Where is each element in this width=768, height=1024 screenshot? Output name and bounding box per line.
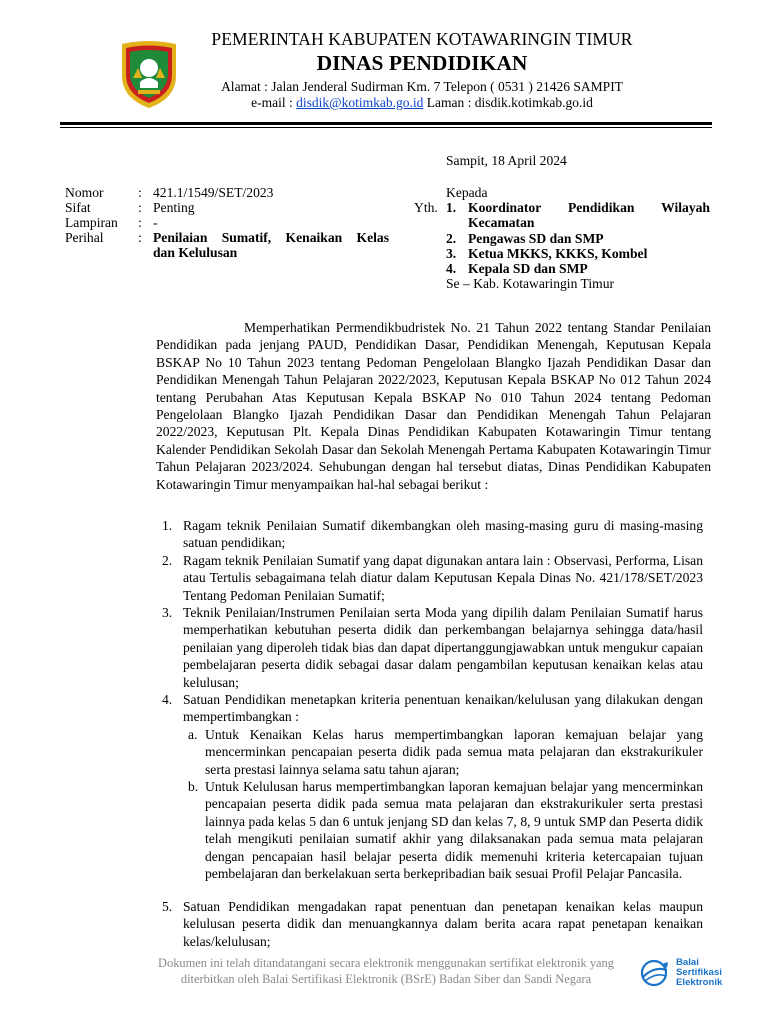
coat-of-arms-icon	[118, 38, 180, 110]
item-1-num: 1.	[162, 518, 173, 533]
intro-text: Memperhatikan Permendikbudristek No. 21 Tahun 2022 tentang Standar Penilaian Pendidikan pada jenjang PAUD, Pendidikan Dasar, Pendidikan Menengah, Keputusan Kepala BSKAP No 10 Tahun 2023 tentang Pedoman Pengelolaan Blangko Ijazah Pendidikan Dasar dan Pendidikan Menengah Tahun Pelajaran 2022/2023, Keputusan Kepala BSKAP No 012 Tahun 2024 tentang Perubahan Atas Keputusan Kepala BSKAP No 010 Tahun 2024 tentang Pedoman Pengelolaan Blangko Ijazah Pendidikan Dasar dan Pendidikan Menengah Tahun Pelajaran 2022/2023, Keputusan Plt. Kepala Dinas Pendidikan Kabupaten Kotawaringin Timur tentang Kalender Pendidikan Sekolah Dasar dan Sekolah Menengah Pertama Kabupaten Kotawaringin Timur Tahun Pelajaran 2023/2024. Sehubungan dengan hal tersebut diatas, Dinas Pendidikan Kabupaten Kotawaringin Timur menyampaikan hal-hal sebagai berikut :	[156, 320, 711, 492]
perihal-label: Perihal	[65, 230, 104, 245]
bsre-name-line-1: Balai	[676, 957, 699, 968]
addressee-3: Ketua MKKS, KKKS, Kombel	[468, 246, 648, 261]
addressee-se: Se – Kab. Kotawaringin Timur	[446, 276, 615, 291]
item-1-text: Ragam teknik Penilaian Sumatif dikembangkan oleh masing-masing guru di masing-masing satuan pendidikan;	[183, 518, 703, 551]
government-name: PEMERINTAH KABUPATEN KOTAWARINGIN TIMUR	[211, 29, 633, 49]
bsre-name-line-2: Sertifikasi	[676, 967, 722, 979]
addressee-1-line-1: Koordinator Pendidikan Wilayah	[468, 200, 710, 215]
lampiran-colon: :	[138, 215, 142, 230]
office-address: Alamat : Jalan Jenderal Sudirman Km. 7 Telepon ( 0531 ) 21426 SAMPIT	[221, 79, 623, 94]
header-divider-thick	[60, 122, 712, 125]
sifat-value: Penting	[153, 200, 195, 215]
item-5-text: Satuan Pendidikan mengadakan rapat penentuan dan penetapan kenaikan kelas maupun kelulusan peserta didik dan menuangkannya dalam berita acara rapat penetapan kenaikan kelas/kelulusan;	[183, 899, 703, 949]
subitem-b-num: b.	[188, 779, 199, 794]
item-2-num: 2.	[162, 553, 173, 568]
kepada-label: Kepada	[446, 185, 488, 200]
perihal-line-1: Penilaian Sumatif, Kenaikan Kelas	[153, 230, 389, 245]
website-label: Laman : disdik.kotimkab.go.id	[423, 95, 593, 110]
item-2-text: Ragam teknik Penilaian Sumatif yang dapat digunakan antara lain : Observasi, Performa, Lisan atau Tertulis sebagaimana telah diatur dalam Keputusan Kepala Dinas No. 421/178/SET/2023 Tentang Pedoman Penilaian Sumatif;	[183, 553, 703, 603]
e-signature-notice-line-1: Dokumen ini telah ditandatangani secara elektronik menggunakan sertifikat elektronik yang	[158, 956, 614, 970]
sifat-label: Sifat	[65, 200, 91, 215]
perihal-colon: :	[138, 230, 142, 245]
email-label: e-mail :	[251, 95, 297, 110]
bsre-globe-icon	[634, 958, 674, 988]
item-3-num: 3.	[162, 605, 173, 620]
item-4-text: Satuan Pendidikan menetapkan kriteria penentuan kenaikan/kelulusan yang dilakukan dengan mempertimbangkan :	[183, 692, 703, 725]
addressee-num-1: 1.	[446, 200, 457, 215]
subitem-a-text: Untuk Kenaikan Kelas harus mempertimbangkan laporan kemajuan belajar yang mencerminkan pencapaian peserta didik pada semua mata pelajaran dan ekstrakurikuler serta prestasi lainnya selama satu tahun ajaran;	[205, 727, 703, 777]
nomor-value: 421.1/1549/SET/2023	[153, 185, 274, 200]
addressee-1-line-2: Kecamatan	[468, 215, 535, 230]
sifat-colon: :	[138, 200, 142, 215]
place-date: Sampit, 18 April 2024	[446, 153, 567, 168]
nomor-colon: :	[138, 185, 142, 200]
addressee-2: Pengawas SD dan SMP	[468, 231, 604, 246]
yth-label: Yth.	[414, 200, 438, 215]
addressee-num-2: 2.	[446, 231, 457, 246]
intro-paragraph	[156, 319, 711, 493]
subitem-b-text: Untuk Kelulusan harus mempertimbangkan laporan kemajuan belajar yang mencerminkan pencapaian peserta didik pada semua mata pelajaran dan ekstrakurikuler serta prestasi lainnya pada kelas 5 dan 6 untuk jenjang SD dan kelas 7, 8, 9 untuk SMP dan Peserta didik telah mengikuti penilaian sumatif akhir yang dilaksanakan pada semua mata pelajaran dengan pencapaian hasil belajar peserta didik memenuhi kriteria ketercapaian tujuan pembelajaran dan berkelakuan serta berkepribadian baik sesuai Profil Pelajar Pancasila.	[205, 779, 703, 882]
e-signature-notice	[100, 955, 672, 987]
contact-line	[180, 95, 664, 111]
e-signature-notice-line-2: diterbitkan oleh Balai Sertifikasi Elektronik (BSrE) Badan Siber dan Sandi Negara	[180, 972, 592, 986]
header-divider-thin	[60, 127, 712, 128]
email-link[interactable]: disdik@kotimkab.go.id	[296, 95, 424, 110]
item-5-num: 5.	[162, 899, 173, 914]
item-3-text: Teknik Penilaian/Instrumen Penilaian serta Moda yang dipilih dalam Penilaian Sumatif harus memperhatikan kebutuhan peserta didik dan perkembangan belajarnya sehingga data/hasil penilaian yang diperoleh tidak bias dan dapat dipertanggungjawabkan untuk mengukur capaian pembelajaran peserta didik sebagai dasar dalam pengambilan keputusan kenaikan kelas atau kelulusan;	[183, 605, 703, 690]
addressee-num-4: 4.	[446, 261, 457, 276]
lampiran-value: -	[153, 215, 158, 230]
lampiran-label: Lampiran	[65, 215, 118, 230]
bsre-name-line-3: Elektronik	[676, 977, 723, 989]
subitem-a-num: a.	[188, 727, 198, 742]
addressee-num-3: 3.	[446, 246, 457, 261]
bsre-name	[676, 958, 722, 989]
addressee-4: Kepala SD dan SMP	[468, 261, 588, 276]
perihal-line-2: dan Kelulusan	[153, 245, 238, 260]
item-4-num: 4.	[162, 692, 173, 707]
nomor-label: Nomor	[65, 185, 104, 200]
department-name: DINAS PENDIDIKAN	[316, 51, 528, 75]
